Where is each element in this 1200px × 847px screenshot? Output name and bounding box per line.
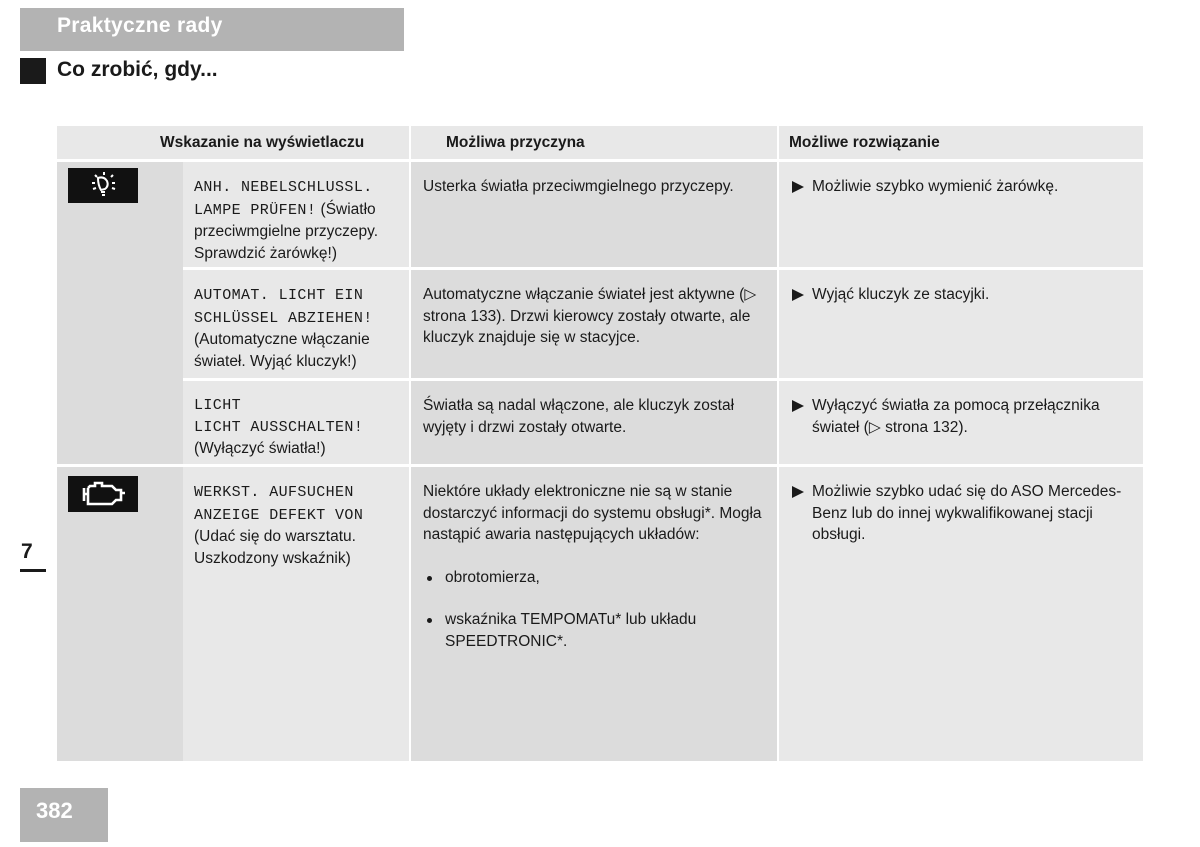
- list-item: [790, 395, 1129, 438]
- row3-cause: Światła są nadal włączone, ale kluczyk został wyjęty i drzwi zostały otwarte.: [423, 397, 735, 436]
- page-heading: Co zrobić, gdy...: [57, 58, 218, 81]
- list-item: [790, 176, 1129, 198]
- row1-solution-cell: [779, 162, 1143, 267]
- row4-cause-bullet-2: wskaźnika TEMPOMATu* lub układu SPEEDTRONIC*.: [445, 611, 697, 650]
- row4-solution: Możliwie szybko udać się do ASO Mercedes-Benz lub do innej wykwalifikowanej stacji obsługi.: [812, 483, 1122, 543]
- section-tab: [20, 8, 404, 51]
- row3-solution: Wyłączyć światła za pomocą przełącznika świateł (▷ strona 132).: [812, 397, 1100, 436]
- row4-display-note: (Udać się do warsztatu. Uszkodzony wskaźnik): [194, 528, 356, 567]
- troubleshooting-table: [57, 126, 1143, 761]
- chapter-underline: [20, 569, 46, 572]
- row1-cause: Usterka światła przeciwmgielnego przyczepy.: [423, 178, 734, 195]
- fog-lamp-icon: [68, 168, 138, 203]
- arrow-bullet-icon: [792, 181, 804, 193]
- header-solution: Możliwe rozwiązanie: [789, 134, 940, 151]
- row4-cause-cell: [411, 467, 777, 761]
- row3-display-code-line2: LICHT AUSSCHALTEN!: [194, 418, 364, 436]
- row2-cause: Automatyczne włączanie świateł jest aktywne (▷ strona 133). Drzwi kierowcy zostały otwarte, ale kluczyk znajduje się w stacyjce.: [423, 286, 757, 346]
- row4-display-code: WERKST. AUFSUCHEN ANZEIGE DEFEKT VON: [194, 484, 364, 524]
- header-display: Wskazanie na wyświetlaczu: [160, 134, 365, 151]
- row2-display-note: (Automatyczne włączanie świateł. Wyjąć kluczyk!): [194, 331, 370, 370]
- list-item: [423, 567, 769, 589]
- arrow-bullet-icon: [792, 400, 804, 412]
- row3-display-cell: [183, 381, 409, 464]
- bullet-dot-icon: [427, 576, 432, 581]
- row2-display-cell: [183, 270, 409, 378]
- row4-cause-bullet-1: obrotomierza,: [445, 568, 540, 586]
- chapter-number: 7: [21, 540, 33, 563]
- row2-display-code: AUTOMAT. LICHT EIN SCHLÜSSEL ABZIEHEN!: [194, 287, 373, 327]
- row1-cause-cell: [411, 162, 777, 267]
- header-cause: Możliwa przyczyna: [446, 134, 585, 151]
- heading-marker: [20, 58, 46, 84]
- page-number-box: [20, 788, 108, 842]
- row2-solution-cell: [779, 270, 1143, 378]
- row1-display-note: (Światło przeciwmgielne przyczepy. Sprawdzić żarówkę!): [194, 200, 379, 262]
- row4-solution-cell: [779, 467, 1143, 761]
- row3-solution-cell: [779, 381, 1143, 464]
- section-title: Praktyczne rady: [57, 14, 223, 37]
- row2-cause-cell: [411, 270, 777, 378]
- list-item: [790, 481, 1129, 546]
- icon-cell-lights: [57, 162, 183, 464]
- row4-cause: Niektóre układy elektroniczne nie są w stanie dostarczyć informacji do systemu obsługi*. Mogła nastąpić awaria następujących układów:: [423, 483, 762, 543]
- row1-display-cell: [183, 162, 409, 267]
- list-item: [423, 609, 769, 652]
- engine-check-icon: [68, 476, 138, 512]
- arrow-bullet-icon: [792, 289, 804, 301]
- list-item: [790, 284, 1129, 306]
- row4-display-cell: [183, 467, 409, 761]
- arrow-bullet-icon: [792, 486, 804, 498]
- row3-cause-cell: [411, 381, 777, 464]
- row3-display-note: (Wyłączyć światła!): [194, 440, 326, 457]
- page-number: 382: [36, 798, 73, 823]
- row3-display-code-line1: LICHT: [194, 397, 242, 414]
- row2-solution: Wyjąć kluczyk ze stacyjki.: [812, 286, 990, 303]
- bullet-dot-icon: [427, 618, 432, 623]
- row1-display-code: ANH. NEBELSCHLUSSL. LAMPE PRÜFEN!: [194, 179, 373, 219]
- row1-solution: Możliwie szybko wymienić żarówkę.: [812, 178, 1059, 195]
